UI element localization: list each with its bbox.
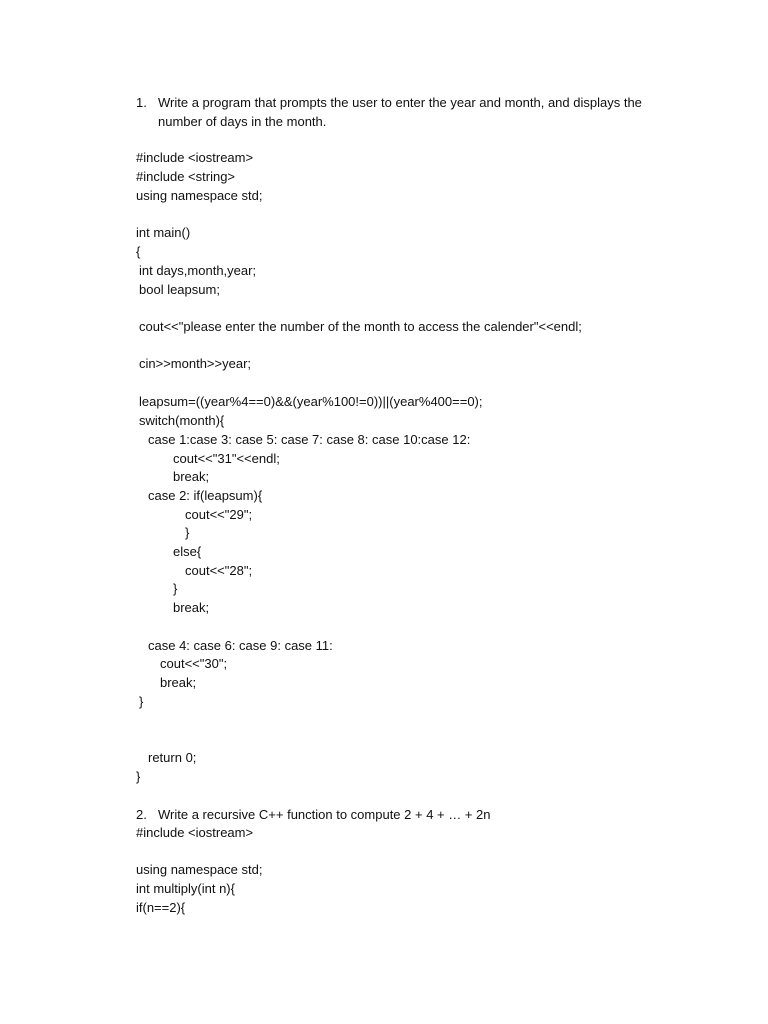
code-line: else{ — [173, 544, 202, 559]
code-line: leapsum=((year%4==0)&&(year%100!=0))||(year%400==0); — [139, 394, 483, 409]
code-line: case 4: case 6: case 9: case 11: — [148, 638, 333, 653]
code-line: cout<<"28"; — [185, 563, 253, 578]
question-1-number: 1. — [136, 95, 147, 110]
question-1-text-line-1: Write a program that prompts the user to enter the year and month, and displays the — [158, 95, 642, 110]
code-line: } — [136, 769, 141, 784]
code-line: cout<<"29"; — [185, 507, 253, 522]
code-line: if(n==2){ — [136, 900, 186, 915]
code-line: break; — [173, 469, 210, 484]
code-line: cout<<"please enter the number of the month to access the calender"<<endl; — [139, 319, 582, 334]
code-line: } — [185, 525, 190, 540]
code-line: return 0; — [148, 750, 197, 765]
code-line: int main() — [136, 225, 191, 240]
code-line: break; — [160, 675, 197, 690]
question-2-text: Write a recursive C++ function to compute 2 + 4 + … + 2n — [158, 807, 491, 822]
code-line: { — [136, 244, 141, 259]
code-line: } — [139, 694, 144, 709]
code-line: cout<<"30"; — [160, 656, 228, 671]
code-line: case 1:case 3: case 5: case 7: case 8: case 10:case 12: — [148, 432, 471, 447]
code-line: int days,month,year; — [139, 263, 257, 278]
code-line: using namespace std; — [136, 188, 263, 203]
code-line: int multiply(int n){ — [136, 881, 235, 896]
code-line: cin>>month>>year; — [139, 356, 252, 371]
question-2-number: 2. — [136, 807, 147, 822]
code-line: using namespace std; — [136, 862, 263, 877]
code-line: #include <iostream> — [136, 825, 254, 840]
code-line: case 2: if(leapsum){ — [148, 488, 263, 503]
code-line: } — [173, 581, 178, 596]
code-line: #include <string> — [136, 169, 236, 184]
question-1-text-line-2: number of days in the month. — [158, 114, 327, 129]
code-line: switch(month){ — [139, 413, 225, 428]
code-line: break; — [173, 600, 210, 615]
code-line: cout<<"31"<<endl; — [173, 451, 280, 466]
code-line: bool leapsum; — [139, 282, 220, 297]
code-line: #include <iostream> — [136, 150, 254, 165]
